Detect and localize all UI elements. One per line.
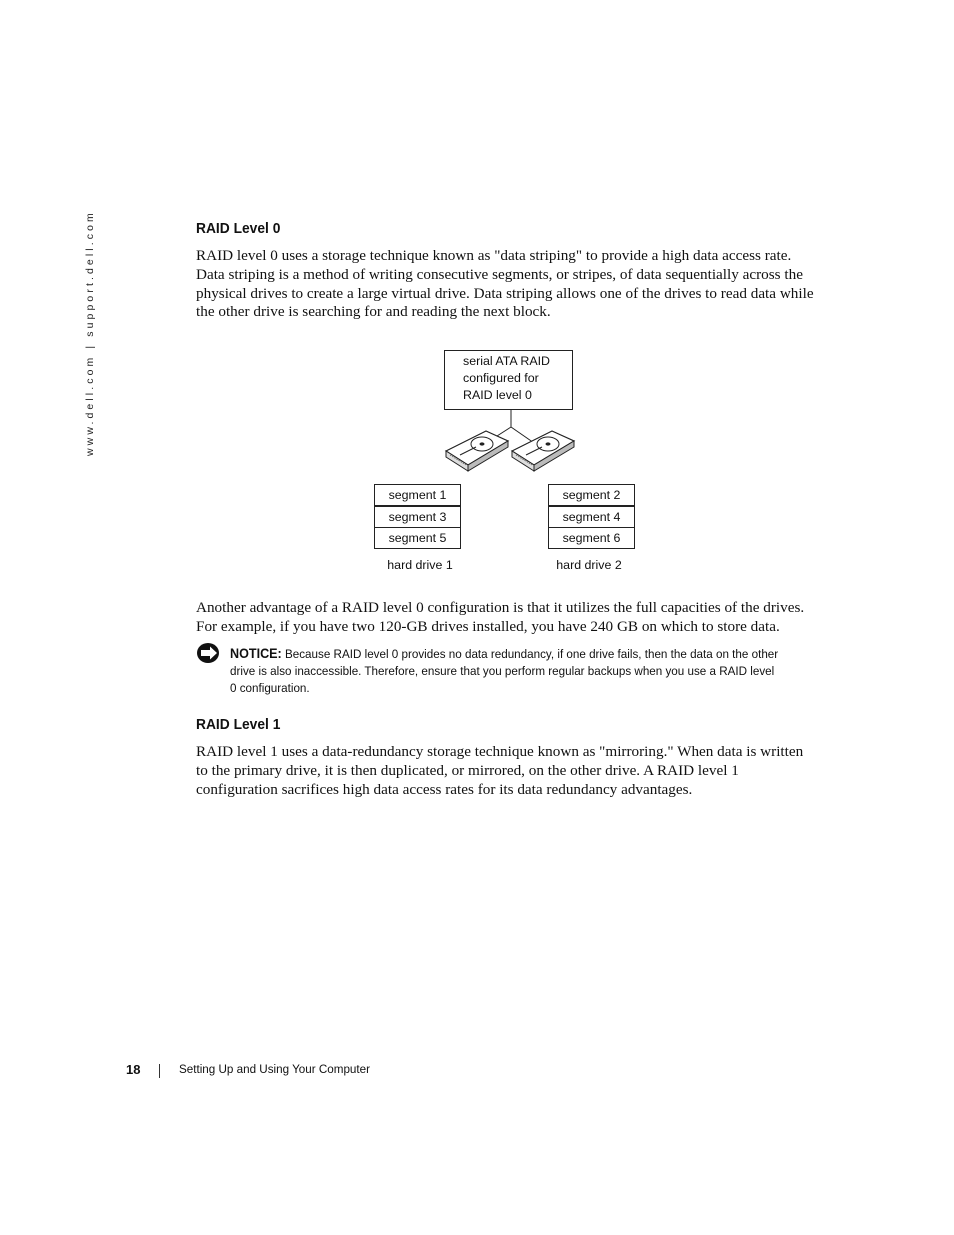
footer-divider	[159, 1064, 160, 1078]
raid1-body: RAID level 1 uses a data-redundancy storage technique known as "mirroring." When data is written to the primary drive, it is then duplicated, or mirrored, on the other drive. A RAID level 1 configuration sacrifices high data access rates for its data redundancy advantages.	[196, 743, 804, 798]
raid0-diagram	[360, 345, 650, 580]
page-number: 18	[126, 1062, 141, 1077]
drive1-segment-1: segment 1	[374, 484, 461, 506]
hard-drive-1-icon	[446, 431, 508, 471]
side-url: www.dell.com | support.dell.com	[84, 210, 96, 456]
raid0-heading: RAID Level 0	[196, 220, 281, 237]
raid1-heading: RAID Level 1	[196, 716, 281, 733]
notice-icon	[196, 642, 222, 664]
notice-text	[230, 645, 781, 697]
raid0-advantage-text: Another advantage of a RAID level 0 configuration is that it utilizes the full capacities of the drives. For example, if you have two 120-GB drives installed, you have 240 GB on which to store data.	[196, 599, 805, 635]
raid-controller-label: serial ATA RAID configured for RAID level 0	[463, 354, 550, 402]
hard-drive-2-label: hard drive 2	[556, 558, 622, 572]
footer-title: Setting Up and Using Your Computer	[179, 1062, 371, 1076]
drive2-segment-2: segment 2	[548, 484, 635, 506]
drive1-segment-5: segment 5	[374, 527, 461, 549]
drive1-segment-3: segment 3	[374, 506, 461, 528]
drive2-segment-6: segment 6	[548, 527, 635, 549]
drive-connector-svg	[360, 345, 650, 485]
notice-block	[196, 642, 816, 698]
drive2-segment-4: segment 4	[548, 506, 635, 528]
raid0-body: RAID level 0 uses a storage technique known as "data striping" to provide a high data access rate. Data striping is a method of writing consecutive segments, or stripes, of data sequentially across the physical drives to create a large virtual drive. Data striping allows one of the drives to read data while the other drive is searching for and reading the next block.	[196, 247, 814, 321]
hard-drive-1-label: hard drive 1	[387, 558, 453, 572]
notice-label: NOTICE:	[230, 646, 282, 661]
notice-body: Because RAID level 0 provides no data redundancy, if one drive fails, then the data on the other drive is also inaccessible. Therefore, ensure that you perform regular backups when you use a RAID level 0 configuration.	[230, 647, 779, 695]
hard-drive-2-icon	[512, 431, 574, 471]
